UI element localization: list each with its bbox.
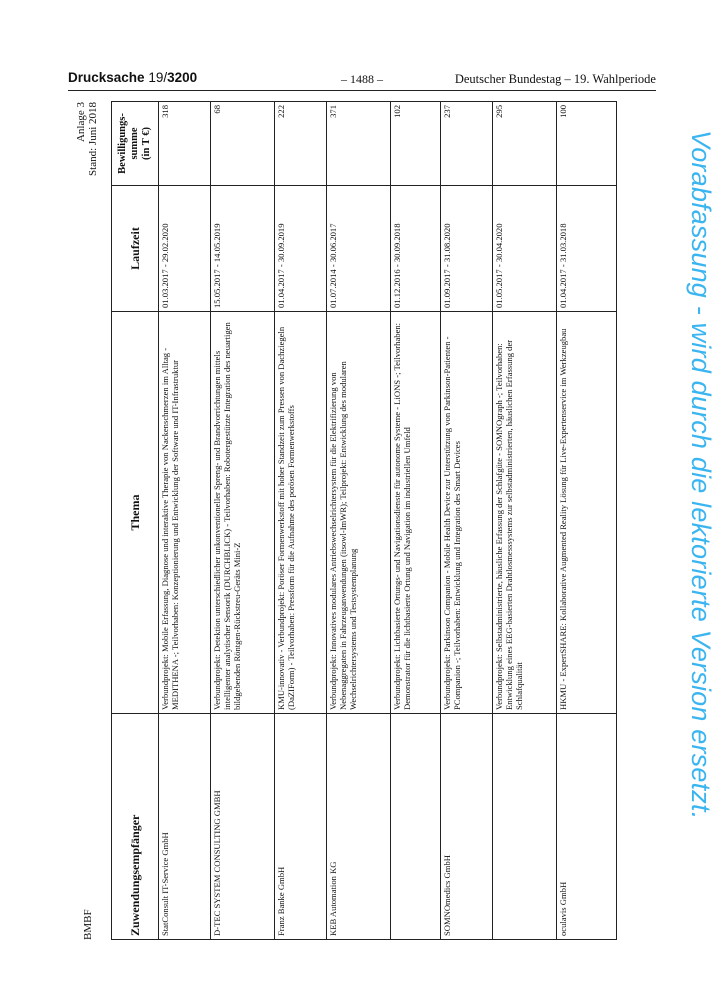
table-row (211, 102, 275, 940)
cell-recipient: KEB Automation KG (327, 714, 391, 940)
cell-topic: Verbundprojekt: Innovatives modulares Antriebswechselrichtersystem für die Elektrifizierung von Nebenaggregaten in Fahrzeuganwendungen (itsowl-ImWR); Teilprojekt: Entwicklung des modularen Wechselrichtersystems und Testsystemplanung (327, 312, 391, 714)
table-row (327, 102, 391, 940)
cell-recipient (493, 714, 557, 940)
header-recipient: Zuwendungsempfänger (112, 714, 159, 940)
cell-recipient: D-TEC SYSTEM CONSULTING GMBH (211, 714, 275, 940)
cell-period: 01.04.2017 - 30.09.2019 (275, 186, 327, 312)
cell-recipient: Franz Banke GmbH (275, 714, 327, 940)
table-row (557, 102, 617, 940)
cell-amount: 237 (441, 102, 493, 186)
status-date: Stand: Juni 2018 (87, 102, 99, 176)
cell-period: 01.12.2016 - 30.09.2018 (391, 186, 441, 312)
cell-topic: Verbundprojekt: Mobile Erfassung, Diagnose und interaktive Therapie von Nackenschmerzen im Alltag - MEDITHENA -; Teilvorhaben: Konzeptionierung und Entwicklung der Software und IT-Infrastruktur (159, 312, 211, 714)
cell-period: 01.07.2014 - 30.06.2017 (327, 186, 391, 312)
cell-period: 01.04.2017 - 31.03.2018 (557, 186, 617, 312)
header-period: Laufzeit (112, 186, 159, 312)
cell-amount: 102 (391, 102, 441, 186)
cell-amount: 295 (493, 102, 557, 186)
rotated-content (75, 102, 600, 940)
table-header-row (112, 102, 159, 940)
document-number: Drucksache 19/3200 (68, 70, 198, 85)
cell-topic: Verbundprojekt: Lichtbasierte Ortungs- und Navigationsdienste für autonome Systeme - LiONS -; Teilvorhaben: Demonstrator für die lichtbasierte Ortung und Navigation im industriellen Umfeld (391, 312, 441, 714)
table-row (493, 102, 557, 940)
header-topic: Thema (112, 312, 159, 714)
cell-amount: 371 (327, 102, 391, 186)
cell-amount: 222 (275, 102, 327, 186)
cell-amount: 68 (211, 102, 275, 186)
draft-watermark: Vorabfassung - wird durch die lektorierte Version ersetzt. (686, 130, 716, 820)
table-row (441, 102, 493, 940)
cell-period: 15.05.2017 - 14.05.2019 (211, 186, 275, 312)
table-row (275, 102, 327, 940)
cell-topic: KMU-innovativ - Verbundprojekt: Poröser Formenwerkstoff mit hoher Standzeit zum Pressen von Dachziegeln (DaZIForm) - Teilvorhaben: Pressform für die Aufnahme des porösen Formenwerkstoffs (275, 312, 327, 714)
ministry-label: BMBF (82, 909, 94, 940)
annex-label: Anlage 3 (75, 102, 87, 143)
header-amount: Bewilligungs- summe (in T €) (112, 102, 159, 186)
cell-amount: 100 (557, 102, 617, 186)
page-number: – 1488 – (341, 72, 383, 86)
cell-recipient: StatConsult IT-Service GmbH (159, 714, 211, 940)
cell-recipient: SOMNOmedics GmbH (441, 714, 493, 940)
cell-amount: 318 (159, 102, 211, 186)
annex-info (75, 102, 99, 176)
cell-topic: HKMU - ExpertSHARE: Kollaborative Augmented Reality Lösung für Live-Expertenservice im Werkzeugbau (557, 312, 617, 714)
cell-period: 01.03.2017 - 29.02.2020 (159, 186, 211, 312)
table-row (391, 102, 441, 940)
cell-recipient: oculavis GmbH (557, 714, 617, 940)
cell-topic: Verbundprojekt: Selbstadministrierte, häusliche Erfassung der Schlafgüte - SOMNOgraph -; Teilvorhaben: Entwicklung eines EEG-basierten Drahtlosmesssystems zur selbstadministrierten, häuslichen Erfassung der Schlafqualität (493, 312, 557, 714)
parliament-label: Deutscher Bundestag – 19. Wahlperiode (454, 72, 656, 86)
cell-period: 01.09.2017 - 31.08.2020 (441, 186, 493, 312)
funding-table (111, 101, 617, 940)
cell-topic: Verbundprojekt: Parkinson Companion - Mobile Health Device zur Unterstützung von Parkinson-Patienten - PCompanion -; Teilvorhaben: Entwicklung und Integration des Smart Devices (441, 312, 493, 714)
page-header (68, 70, 656, 91)
cell-topic: Verbundprojekt: Detektion unterschiedlicher unkonventioneller Spreng- und Brandvorrichtungen mittels intelligenter analytischer Sensorik (DURCHBLICK) - Teilvorhaben: Robotergestützte Integration des neuartigen bildgebenden Röntgen-Rückstreu-Geräts Mini-Z (211, 312, 275, 714)
table-row (159, 102, 211, 940)
cell-recipient (391, 714, 441, 940)
cell-period: 01.05.2017 - 30.04.2020 (493, 186, 557, 312)
